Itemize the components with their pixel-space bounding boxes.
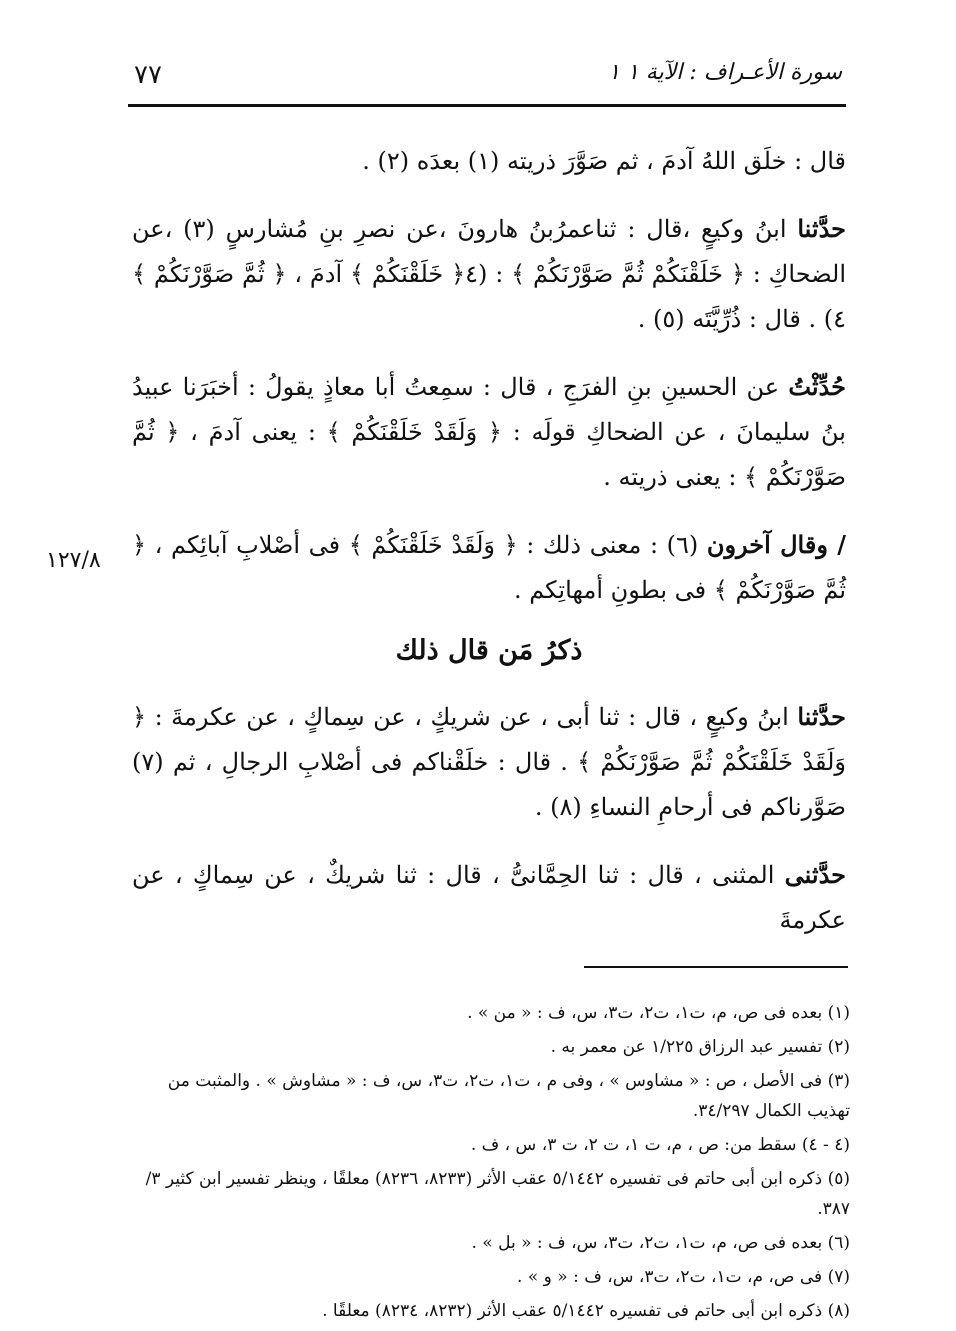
footnote: (٨) ذكره ابن أبى حاتم فى تفسيره ٥/١٤٤٢ عقب الأثر (٨٢٣٢، ٨٢٣٤) معلقًا . — [322, 1301, 850, 1321]
footnote: (٢) تفسير عبد الرزاق ١/٢٢٥ عن معمر به . — [550, 1037, 850, 1057]
paragraph — [132, 364, 846, 500]
paragraph-text: (٦) : معنى ذلك : ﴿ وَلَقَدْ خَلَقْنَكُمْ ﴾ فى أصْلابِ آبائِكم ، ﴿ ثُمَّ صَوَّرْنَكُمْ ﴾ فى بطونِ أمهاتِكم . — [132, 531, 846, 604]
footnote: (٣) فى الأصل ، ص : « مشاوس » ، وفى م ، ت١، ت٢، ت٣، س، ف : « مشاوش » . والمثبت من تهذيب الكمال ٣٤/٢٩٧. — [167, 1071, 850, 1121]
paragraph — [132, 522, 846, 613]
paragraph-text: قال : خلَق اللهُ آدمَ ، ثم صَوَّرَ ذريته (١) بعدَه (٢) . — [362, 147, 846, 175]
paragraph-lead: حدَّثنا — [797, 214, 846, 243]
paragraph-text: عن الحسينِ بنِ الفرَجِ ، قال : سمِعتُ أبا معاذٍ يقولُ : أخبَرَنا عبيدُ بنُ سليمانَ ، عن الضحاكِ قولَه : ﴿ وَلَقَدْ خَلَقْنَكُمْ ﴾ : يعنى آدمَ ، ﴿ ثُمَّ صَوَّرْنَكُمْ ﴾ : يعنى ذريته . — [132, 373, 846, 491]
footnote: (١) بعده فى ص، م، ت١، ت٢، ت٣، س، ف : « من » . — [467, 1003, 850, 1023]
paragraph-lead: حدَّثنى — [784, 860, 846, 889]
paragraph-text: المثنى ، قال : ثنا الحِمَّانىُّ ، قال : ثنا شريكٌ ، عن سِماكٍ ، عن عكرمةَ — [132, 861, 846, 934]
footnotes — [138, 998, 850, 1330]
page-number: ٧٧ — [134, 60, 162, 90]
footnote: (٦) بعده فى ص، م، ت١، ت٢، ت٣، س، ف : « بل » . — [471, 1233, 850, 1253]
paragraph-lead: حُدِّثْتُ — [788, 372, 846, 401]
paragraph — [132, 852, 846, 943]
header-rule — [128, 104, 846, 107]
section-heading: ذكرُ مَن قال ذلك — [395, 635, 583, 666]
page-header — [128, 58, 846, 98]
main-text — [132, 138, 846, 965]
margin-volume-reference: ١٢٧/٨ — [46, 548, 101, 573]
paragraph-lead: / وقال آخرون — [706, 530, 847, 559]
paragraph — [132, 206, 846, 342]
paragraph-text: ابنُ وكيعٍ ، قال : ثنا أبى ، عن شريكٍ ، عن سِماكٍ ، عن عكرمةَ : ﴿ وَلَقَدْ خَلَقْنَكُمْ ثُمَّ صَوَّرْنَكُمْ ﴾ . قال : خلَقْناكم فى أصْلابِ الرجالِ ، ثم (٧) صَوَّرناكم فى أرحامِ النساءِ (٨) . — [132, 703, 846, 821]
paragraph — [132, 694, 846, 830]
footnote: (٥) ذكره ابن أبى حاتم فى تفسيره ٥/١٤٤٢ عقب الأثر (٨٢٣٣، ٨٢٣٦) معلقًا ، وينظر تفسير ابن كثير ٣/ ٣٨٧. — [145, 1169, 850, 1219]
paragraph-lead: حدَّثنا — [797, 702, 846, 731]
footnote-separator — [584, 966, 848, 968]
footnote: (٤ - ٤) سقط من: ص ، م، ت ١، ت ٢، ت ٣، س ، ف . — [470, 1135, 850, 1155]
footnote: (٧) فى ص، م، ت١، ت٢، ت٣، س، ف : « و » . — [517, 1267, 850, 1287]
running-title: سورة الأعـراف : الآية ١ ١ — [608, 60, 842, 85]
paragraph-text: ابنُ وكيعٍ ،قال : ثناعمرُبنُ هارونَ ،عن نصرِ بنِ مُشارسٍ (٣) ،عن الضحاكِ : ﴿ خَلَقْنَكُمْ ثُمَّ صَوَّرْنَكُمْ ﴾ : (٤﴿ خَلَقْنَكُمْ ﴾ آدمَ ، ﴿ ثُمَّ صَوَّرْنَكُمْ ﴾٤) . قال : ذُرِّيَّتَه (٥) . — [132, 215, 846, 333]
paragraph — [132, 138, 846, 184]
